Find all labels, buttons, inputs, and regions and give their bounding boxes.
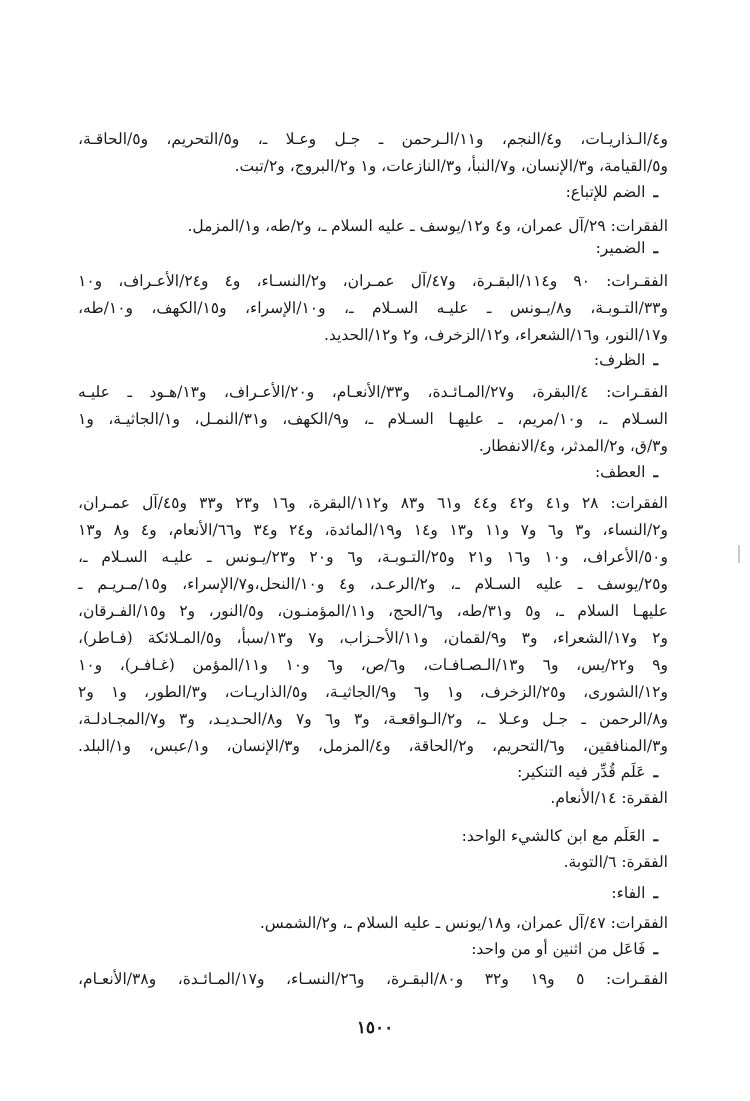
text-line: و٩ و٢٢/يس، و٦ و١٣/الـصـافـات، و٦/ص، و٦ و١٠ و١١/المؤمن (غـافـر)، و١٠: [78, 656, 668, 674]
text-line: الفقـرات: ٩٠ و١١٤/البقـرة، و٤٧/آل عمـران، و٢/النسـاء، و٤ و٢٤/الأعـراف، و١٠: [78, 272, 669, 290]
heading-text: فَاعَل من اثنين أو من واحد:: [471, 940, 646, 958]
text-line: و٢٥/يوسف ـ عليه السـلام ـ، و٢/الرعـد، و٤ و١٠/النحل،و٧/الإسراء، و١٥/مـريـم ـ: [78, 575, 668, 593]
bullet-dash: ـ: [653, 462, 658, 481]
heading-text: العَلَم مع ابن كالشيء الواحد:: [461, 827, 646, 845]
section-heading: [596, 237, 658, 259]
bullet-dash: ـ: [653, 883, 658, 902]
text-line: الفقرات: ٤٧/آل عمران، و١٨/يونس ـ عليه السلام ـ، و٢/الشمس.: [259, 914, 668, 932]
section-heading: [517, 761, 658, 783]
heading-text: الفاء:: [611, 884, 646, 902]
text-line: و٣٣/التـوبـة، و٨/يـونس ـ عليـه السـلام ـ، و١٠/الإسراء، و١٥/الكهف، و١٠/طه،: [78, 299, 668, 317]
text-line: الفقرات: ٢٨ و٤١ و٤٢ و٤٤ و٦١ و٨٣ و١١٢/البقرة، و١٦ و٢٣ و٣٣ و٤٥/آل عمـران،: [78, 494, 668, 512]
section-heading: [471, 938, 658, 960]
text-line: عليهـا السلام ـ، و٥ و٣١/طه، و٦/الحج، و١١/المؤمنـون، و٥/النور، و٢ و١٥/الفـرقان،: [78, 602, 668, 620]
text-line: و٣/المنافقين، و٦/التحريم، و٢/الحاقة، و٤/المزمل، و٣/الإنسان، و١/عبس، و١/البلد.: [78, 737, 668, 755]
text-line: و٥٠/الأعراف، و١٠ و١٦ و٢١ و٢٥/التـوبـة، و٦ و٢٠ و٢٣/يـونس ـ عليـه السـلام ـ،: [78, 548, 668, 566]
bullet-dash: ـ: [653, 182, 658, 201]
heading-text: الظرف:: [593, 351, 646, 369]
text-line: الفقـرات: ٤/البقرة، و٢٧/المـائـدة، و٣٣/الأنعـام، و٢٠/الأعـراف، و١٣/هـود ـ عليـه: [78, 383, 669, 401]
heading-text: العطف:: [594, 463, 646, 481]
text-line: و٨/الرحمن ـ جـل وعـلا ـ، و٢/الـواقعـة، و٣ و٦ و٧ و٨/الحـديـد، و٣ و٧/المجـادلـة،: [78, 710, 669, 728]
bullet-dash: ـ: [653, 238, 658, 257]
text-line: الفقرات: ٢٩/آل عمران، و٤ و١٢/يوسف ـ عليه السلام ـ، و٢/طه، و١/المزمل.: [187, 217, 668, 235]
bullet-dash: ـ: [653, 350, 658, 369]
section-heading: [566, 181, 658, 203]
scan-edge-mark: [738, 545, 740, 563]
text-line: و٢ و١٧/الشعراء، و٣ و٩/لقمان، و١١/الأحـزاب، و٧ و١٣/سبأ، و٥/المـلائكة (فـاطر)،: [78, 629, 668, 647]
text-line: و٢/النساء، و٣ و٦ و٧ و١١ و١٣ و١٤ و١٩/المائدة، و٢٤ و٣٤ و٦٦/الأنعام، و٤ و٨ و١٣: [78, 521, 669, 539]
text-line: و٣/ق، و٢/المدثر، و٤/الانفطار.: [478, 437, 668, 455]
text-line: و١٢/الشورى، و٢٥/الزخرف، و١ و٦ و٩/الجاثيـة، و٥/الذاريـات، و٣/الطور، و١ و٢: [78, 683, 668, 701]
heading-text: عَلَم قُدِّر فيه التنكير:: [517, 763, 646, 781]
section-heading: [594, 349, 658, 371]
text-line: الفقـرات: ٥ و١٩ و٣٢ و٨٠/البقـرة، و٢٦/النسـاء، و١٧/المـائـدة، و٣٨/الأنعـام،: [78, 970, 668, 988]
page-number: ١٥٠٠: [356, 1018, 394, 1038]
text-line: الفقرة: ١٤/الأنعام.: [550, 789, 668, 807]
heading-text: الضمير:: [595, 239, 646, 257]
section-heading: [595, 461, 658, 483]
bullet-dash: ـ: [653, 939, 658, 958]
bullet-dash: ـ: [653, 826, 658, 845]
section-heading: [462, 825, 658, 847]
section-heading: [611, 882, 658, 904]
text-line: و٥/القيامة، و٣/الإنسان، و٧/النبأ، و٣/النازعات، و١ و٢/البروج، و٢/تبت.: [234, 157, 668, 175]
text-line: و٤/الـذاريـات، و٤/النجم، و١١/الـرحمن ـ جـل وعـلا ـ، و٥/التحريم، و٥/الحاقـة،: [78, 130, 668, 148]
text-line: الفقرة: ٦/التوبة.: [563, 853, 668, 871]
text-line: السـلام ـ، و١٠/مريم، ـ عليهـا السـلام ـ، و٩/الكهف، و٣١/النمـل، و١/الجاثيـة، و١: [78, 410, 668, 428]
heading-text: الضم للإتباع:: [565, 183, 646, 201]
text-line: و١٧/النور، و١٦/الشعراء، و١٢/الزخرف، و٢ و١٢/الحديد.: [323, 326, 668, 344]
bullet-dash: ـ: [653, 762, 658, 781]
